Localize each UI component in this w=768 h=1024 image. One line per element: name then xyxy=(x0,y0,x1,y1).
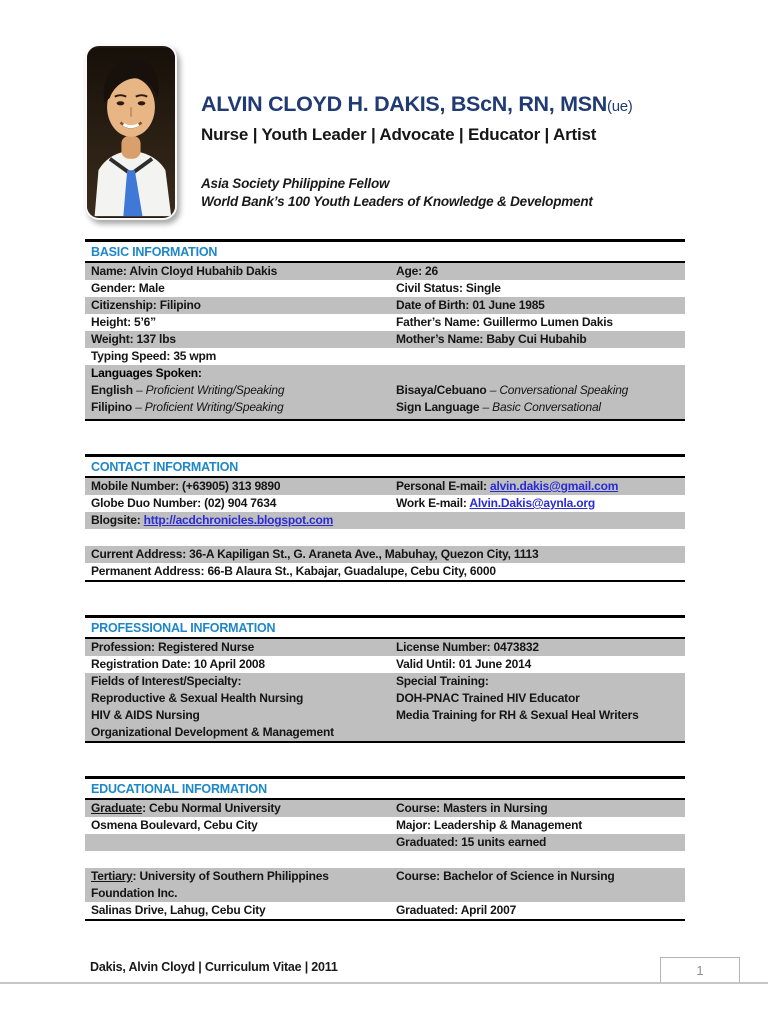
personal-email-label: Personal E-mail: xyxy=(396,479,490,493)
field-graduate-school xyxy=(85,800,390,817)
professional-section-title: PROFESSIONAL INFORMATION xyxy=(85,615,685,639)
field-graduate-major: Major: Leadership & Management xyxy=(396,818,583,832)
field-registration-date: Registration Date: 10 April 2008 xyxy=(91,657,265,671)
tagline: Nurse | Youth Leader | Advocate | Educator | Artist xyxy=(201,125,597,144)
language-name: Sign Language xyxy=(396,400,480,414)
contact-spacer xyxy=(85,529,685,546)
field-tertiary-graduated: Graduated: April 2007 xyxy=(396,903,517,917)
page-number: 1 xyxy=(660,957,740,982)
field-tertiary-address: Salinas Drive, Lahug, Cebu City xyxy=(91,903,266,917)
specialty-item: Reproductive & Sexual Health Nursing xyxy=(91,691,304,705)
field-tertiary-school xyxy=(85,868,390,902)
educational-section-title: EDUCATIONAL INFORMATION xyxy=(85,776,685,800)
basic-row-height-father xyxy=(85,314,685,331)
graduate-label: Graduate xyxy=(91,801,143,815)
field-graduate-graduated: Graduated: 15 units earned xyxy=(396,835,547,849)
contact-row-current-address xyxy=(85,546,685,563)
fellow-line-2: World Bank’s 100 Youth Leaders of Knowledge & Development xyxy=(201,194,593,209)
field-civil-status: Civil Status: Single xyxy=(396,281,501,295)
basic-row-gender-civil xyxy=(85,280,685,297)
languages-row-1 xyxy=(85,382,685,399)
language-name: Bisaya/Cebuano xyxy=(396,383,487,397)
field-name: Name: Alvin Cloyd Hubahib Dakis xyxy=(91,264,278,278)
education-row-graduate-course xyxy=(85,800,685,817)
fellowships xyxy=(201,175,632,211)
footer-divider xyxy=(0,982,768,984)
section-educational-information xyxy=(85,776,685,921)
field-empty xyxy=(390,348,685,365)
fields-of-interest-label: Fields of Interest/Specialty: xyxy=(91,674,242,688)
professional-row-registration-valid xyxy=(85,656,685,673)
specialty-item: Organizational Development & Management xyxy=(91,725,334,739)
section-contact-information xyxy=(85,454,685,582)
field-license-number: License Number: 0473832 xyxy=(396,640,539,654)
language-english xyxy=(85,382,390,399)
field-height: Height: 5’6” xyxy=(91,315,156,329)
portrait-photo-icon xyxy=(87,46,175,218)
special-training-column xyxy=(390,673,685,741)
education-row-graduate-graduated xyxy=(85,834,685,851)
field-age: Age: 26 xyxy=(396,264,438,278)
contact-row-blogsite xyxy=(85,512,685,529)
field-profession: Profession: Registered Nurse xyxy=(91,640,255,654)
page-footer xyxy=(0,956,768,1016)
languages-row-2 xyxy=(85,399,685,416)
fellow-line-1: Asia Society Philippine Fellow xyxy=(201,176,390,191)
field-weight: Weight: 137 lbs xyxy=(91,332,176,346)
professional-row-profession-license xyxy=(85,639,685,656)
education-spacer xyxy=(85,851,685,868)
basic-row-typing-speed xyxy=(85,348,685,365)
profile-photo xyxy=(85,44,177,220)
field-valid-until: Valid Until: 01 June 2014 xyxy=(396,657,532,671)
languages-block xyxy=(85,365,685,419)
field-blogsite xyxy=(85,512,685,529)
field-personal-email xyxy=(390,478,685,495)
field-permanent-address: Permanent Address: 66-B Alaura St., Kabajar, Guadalupe, Cebu City, 6000 xyxy=(91,564,496,578)
field-typing-speed: Typing Speed: 35 wpm xyxy=(91,349,217,363)
field-empty xyxy=(85,834,390,851)
basic-row-citizenship-dob xyxy=(85,297,685,314)
specialty-item: HIV & AIDS Nursing xyxy=(91,708,200,722)
field-father-name: Father’s Name: Guillermo Lumen Dakis xyxy=(396,315,613,329)
contact-row-globe-work xyxy=(85,495,685,512)
special-training-label: Special Training: xyxy=(396,674,489,688)
field-citizenship: Citizenship: Filipino xyxy=(91,298,201,312)
footer-text: Dakis, Alvin Cloyd | Curriculum Vitae | 2011 xyxy=(90,960,338,974)
language-level: – Proficient Writing/Speaking xyxy=(136,383,285,397)
blogsite-label: Blogsite: xyxy=(91,513,144,527)
blogsite-link[interactable]: http://acdchronicles.blogspot.com xyxy=(143,513,334,527)
education-row-tertiary-address-graduated xyxy=(85,902,685,919)
training-item: Media Training for RH & Sexual Heal Writers xyxy=(396,708,639,722)
education-row-graduate-address-major xyxy=(85,817,685,834)
person-name-main: ALVIN CLOYD H. DAKIS, BScN, RN, MSN xyxy=(201,92,607,116)
field-gender: Gender: Male xyxy=(91,281,165,295)
specialty-block xyxy=(85,673,685,741)
language-level: – Proficient Writing/Speaking xyxy=(135,400,284,414)
section-basic-information xyxy=(85,239,685,421)
contact-section-title: CONTACT INFORMATION xyxy=(85,454,685,478)
field-date-of-birth: Date of Birth: 01 June 1985 xyxy=(396,298,545,312)
language-sign xyxy=(390,399,685,416)
contact-row-permanent-address xyxy=(85,563,685,580)
fields-of-interest-column xyxy=(85,673,390,741)
work-email-label: Work E-mail: xyxy=(396,496,470,510)
graduate-school: : Cebu Normal University xyxy=(142,801,281,815)
languages-label: Languages Spoken: xyxy=(91,366,202,380)
tertiary-school: : University of Southern Philippines Foundation Inc. xyxy=(91,869,329,900)
personal-email-link[interactable]: alvin.dakis@gmail.com xyxy=(489,479,619,493)
field-graduate-course: Course: Masters in Nursing xyxy=(396,801,548,815)
person-name-suffix: (ue) xyxy=(607,98,633,115)
contact-row-mobile-personal xyxy=(85,478,685,495)
field-mother-name: Mother’s Name: Baby Cui Hubahib xyxy=(396,332,587,346)
section-professional-information xyxy=(85,615,685,743)
language-name: Filipino xyxy=(91,400,133,414)
field-work-email xyxy=(390,495,685,512)
language-level: – Conversational Speaking xyxy=(489,383,629,397)
language-name: English xyxy=(91,383,133,397)
language-bisaya xyxy=(390,382,685,399)
basic-row-weight-mother xyxy=(85,331,685,348)
field-graduate-address: Osmena Boulevard, Cebu City xyxy=(91,818,258,832)
basic-row-name-age xyxy=(85,263,685,280)
person-name xyxy=(201,92,632,119)
header-text xyxy=(201,44,632,230)
language-filipino xyxy=(85,399,390,416)
education-row-tertiary-course xyxy=(85,868,685,902)
field-globe-number: Globe Duo Number: (02) 904 7634 xyxy=(91,496,277,510)
language-level: – Basic Conversational xyxy=(482,400,601,414)
basic-section-body xyxy=(85,263,685,421)
basic-section-title: BASIC INFORMATION xyxy=(85,239,685,263)
cv-page xyxy=(85,0,685,921)
contact-section-body xyxy=(85,478,685,582)
field-tertiary-course: Course: Bachelor of Science in Nursing xyxy=(396,869,615,883)
cv-header xyxy=(85,0,685,230)
field-mobile-number: Mobile Number: (+63905) 313 9890 xyxy=(91,479,281,493)
training-item: DOH-PNAC Trained HIV Educator xyxy=(396,691,580,705)
professional-section-body xyxy=(85,639,685,743)
work-email-link[interactable]: Alvin.Dakis@aynla.org xyxy=(469,496,595,510)
educational-section-body xyxy=(85,800,685,921)
tertiary-label: Tertiary xyxy=(91,869,133,883)
field-current-address: Current Address: 36-A Kapiligan St., G. Araneta Ave., Mabuhay, Quezon City, 1113 xyxy=(91,547,539,561)
